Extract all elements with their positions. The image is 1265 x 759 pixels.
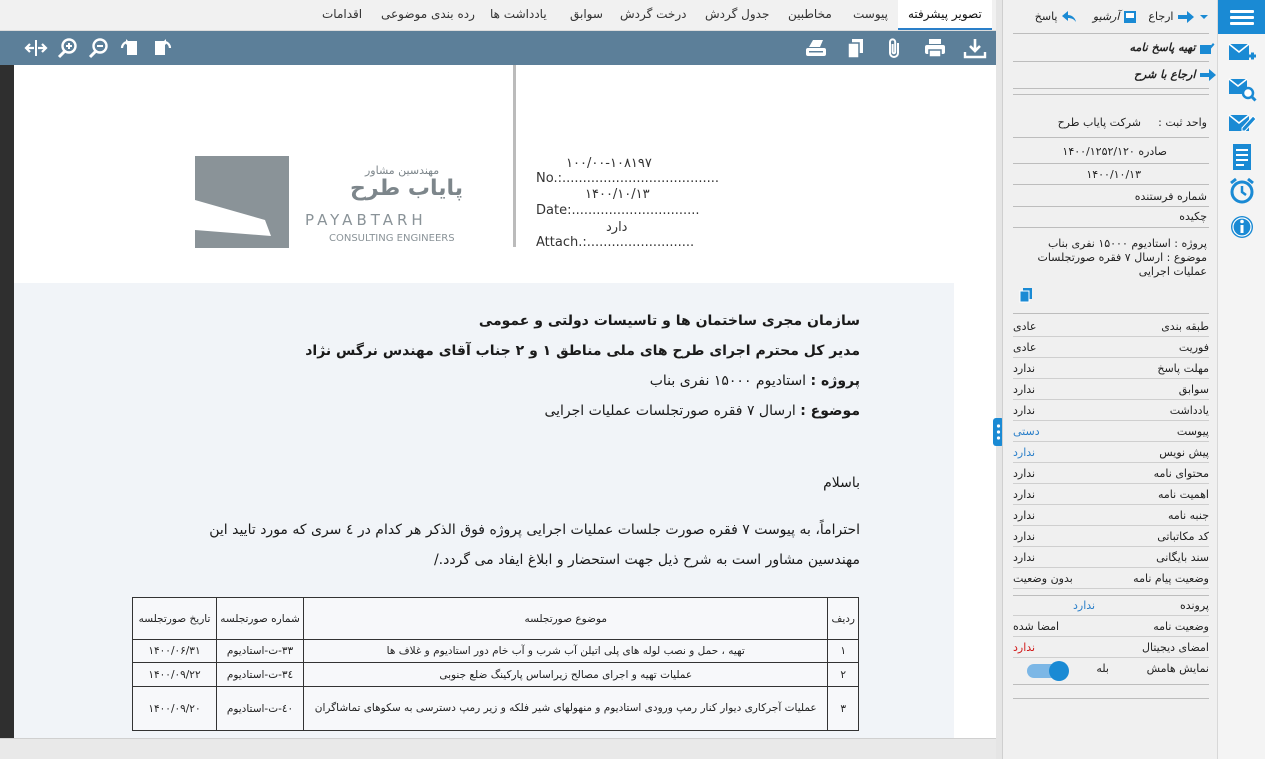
letter-number-label: No.:...................................... (536, 171, 719, 186)
prop-value: ندارد (1013, 530, 1036, 543)
refer-arrow-icon (1177, 10, 1195, 24)
table-row (133, 687, 859, 731)
prop-row (1013, 485, 1209, 505)
prop-row (1013, 422, 1209, 442)
prop-label: اهمیت نامه (1157, 488, 1209, 501)
table-cell: ۱ (828, 640, 859, 663)
prop-row (1013, 548, 1209, 568)
prop-row (1013, 506, 1209, 526)
issued-number: صادره ۱۴۰۰/۱۲۵۲/۱۲۰ (1062, 145, 1167, 158)
prop-value: امضا شده (1013, 620, 1060, 633)
copy-pages-icon[interactable] (843, 37, 867, 59)
table-cell: تهیه ، حمل و نصب لوله های پلی اتیلن آب شرب و آب خام دور استادیوم و غلاف ها (304, 640, 828, 663)
reply-arrow-icon (1061, 10, 1077, 24)
prop-label: کد مکاتباتی (1157, 530, 1209, 543)
logo-text-big: پایاب طرح (350, 176, 464, 201)
prop-row (1013, 527, 1209, 547)
tab-actions[interactable]: اقدامات (322, 7, 363, 21)
viewer-toolbar (0, 31, 996, 65)
prop-value: ندارد (1013, 404, 1036, 417)
issued-date: ۱۴۰۰/۱۰/۱۳ (1086, 168, 1141, 181)
prop-value[interactable]: ندارد (1073, 599, 1096, 612)
letter-info-panel (1002, 0, 1217, 759)
subject-label: موضوع : (800, 403, 860, 419)
rotate-right-icon[interactable] (150, 37, 174, 59)
table-row (133, 640, 859, 663)
tab-flow-tree[interactable]: درخت گردش (620, 7, 687, 21)
summary-label: چکیده (1179, 210, 1207, 223)
prop-value: ندارد (1013, 467, 1036, 480)
letter-attach: دارد (606, 220, 628, 235)
prop-label: فوریت (1178, 341, 1209, 354)
recipient-person: مدیر کل محترم اجرای طرح های ملی مناطق ۱ و ۲ جناب آقای مهندس نرگس نژاد (305, 343, 860, 359)
body-paragraph-1: احتراماً، به پیوست ۷ فقره صورت جلسات عملیات اجرایی پروژه فوق الذکر هر کدام در ٤ سری که مورد تایید این (209, 522, 860, 538)
prop-row (1013, 569, 1209, 589)
letter-date: ۱۴۰۰/۱۰/۱۳ (585, 187, 650, 202)
prop-label: وضعیت نامه (1153, 620, 1209, 633)
table-cell: ۳ (828, 687, 859, 731)
company-logo (195, 156, 495, 248)
summary-line-1: پروژه : استادیوم ۱۵۰۰۰ نفری بناب (1047, 237, 1207, 250)
greeting: باسلام (823, 475, 860, 491)
logo-text-en-sub: CONSULTING ENGINEERS (329, 233, 455, 244)
table-header-cell: تاریخ صورتجلسه (133, 598, 217, 640)
table-header-cell: موضوع صورتجلسه (304, 598, 828, 640)
prop-label: طبقه بندی (1161, 320, 1209, 333)
prop-label: پیوست (1176, 425, 1209, 438)
table-cell: عملیات تهیه و اجرای مصالح زیراساس پارکینگ ضلع جنوبی (304, 663, 828, 687)
minutes-table (132, 597, 859, 731)
table-cell: ٤۰-ت-استادیوم (217, 687, 304, 731)
prop-value: بله (1096, 662, 1109, 675)
prop-label: امضای دیجیتال (1142, 641, 1209, 654)
table-header-cell: ردیف (828, 598, 859, 640)
prop-label: یادداشت (1169, 404, 1209, 417)
search-letter-icon[interactable] (1226, 74, 1258, 104)
table-cell: ۱۴۰۰/۰۹/۲۲ (133, 663, 217, 687)
table-cell: ۲ (828, 663, 859, 687)
subject-line (544, 403, 860, 419)
prepare-reply-label: تهیه پاسخ نامه (1129, 41, 1196, 54)
app-icon-rail (1217, 0, 1265, 759)
table-row (133, 663, 859, 687)
table-header-cell: شماره صورتجلسه (217, 598, 304, 640)
fit-width-icon[interactable] (24, 37, 48, 59)
unit-value: شرکت پایاب طرح (1057, 116, 1141, 129)
project-value: استادیوم ۱۵۰۰۰ نفری بناب (649, 373, 807, 389)
refer-with-desc-button[interactable] (1134, 66, 1217, 84)
prop-value: ندارد (1013, 488, 1036, 501)
letter-number: ۱۰۰/۰۰-۱۰۸۱۹۷ (566, 156, 652, 171)
prop-row (1013, 380, 1209, 400)
prop-value[interactable]: دستی (1013, 425, 1040, 438)
prop-row (1013, 464, 1209, 484)
prop-label: جنبه نامه (1167, 509, 1209, 522)
alarm-clock-icon[interactable] (1226, 176, 1258, 206)
new-letter-icon[interactable] (1226, 38, 1258, 68)
prop-row-digital-sign (1013, 638, 1209, 658)
prop-value: بدون وضعیت (1013, 572, 1073, 585)
table-cell: ۱۴۰۰/۰۶/۳۱ (133, 640, 217, 663)
tab-history[interactable]: سوابق (570, 7, 603, 21)
prop-value[interactable]: ندارد (1013, 446, 1036, 459)
tab-attachment[interactable]: پیوست (853, 7, 888, 21)
table-header-row (133, 598, 859, 640)
tab-notes[interactable]: یادداشت ها (490, 7, 547, 21)
archive-icon (1123, 10, 1137, 24)
project-label: پروژه : (810, 373, 860, 389)
horizontal-scrollbar[interactable] (0, 738, 996, 759)
refer-button[interactable] (1148, 8, 1195, 26)
prop-label: پرونده (1179, 599, 1209, 612)
prop-value: ندارد (1013, 551, 1036, 564)
letter-page (14, 65, 996, 738)
paperclip-icon[interactable] (883, 37, 907, 59)
prop-value: عادی (1013, 320, 1037, 333)
table-cell: ۳٤-ت-استادیوم (217, 663, 304, 687)
project-line (650, 373, 860, 389)
recipient-org: سازمان مجری ساختمان ها و تاسیسات دولتی و عمومی (478, 313, 860, 329)
prop-value: ندارد (1013, 509, 1036, 522)
letter-attach-label: Attach.:.......................... (536, 235, 695, 250)
prop-label: سند بایگانی (1156, 551, 1209, 564)
unit-label: واحد ثبت : (1158, 116, 1207, 129)
prop-label: نمایش هامش (1146, 662, 1209, 675)
archive-label: آرشیو (1092, 10, 1120, 23)
prepare-reply-button[interactable] (1130, 39, 1215, 57)
zoom-out-icon[interactable] (87, 37, 111, 59)
print-icon[interactable] (923, 37, 947, 59)
prop-row-status (1013, 617, 1209, 637)
refer-desc-label: ارجاع با شرح (1133, 68, 1196, 81)
tab-bar (0, 0, 996, 31)
refer-label: ارجاع (1148, 10, 1174, 23)
prop-value: ندارد (1013, 362, 1036, 375)
table-cell: عملیات آجرکاری دیوار کنار رمپ ورودی استادیوم و منهولهای شیر فلکه و زیر رمپ دسترسی به سکوهای تماشاگران (304, 687, 828, 731)
chevron-down-icon[interactable] (1199, 12, 1209, 22)
document-viewer[interactable] (0, 65, 996, 738)
hamburger-menu-icon[interactable] (1218, 0, 1265, 34)
prop-value: عادی (1013, 341, 1037, 354)
reply-button[interactable] (1035, 8, 1077, 26)
prop-row (1013, 359, 1209, 379)
zoom-in-icon[interactable] (56, 37, 80, 59)
document-list-icon[interactable] (1226, 142, 1258, 172)
reply-label: پاسخ (1034, 10, 1058, 23)
compose-icon (1199, 41, 1215, 55)
download-icon[interactable] (963, 37, 987, 59)
info-icon[interactable] (1226, 212, 1258, 242)
tab-advanced-image[interactable]: تصویر پیشرفته (898, 0, 992, 30)
prop-label: پیش نویس (1159, 446, 1209, 459)
table-cell: ۳۳-ت-استادیوم (217, 640, 304, 663)
prop-row (1013, 401, 1209, 421)
prop-value: ندارد (1013, 641, 1036, 654)
tab-subject-classification[interactable]: رده بندی موضوعی (381, 7, 475, 21)
prop-row-file (1013, 596, 1209, 616)
tab-flow-table[interactable]: جدول گردش (705, 7, 770, 21)
tab-contacts[interactable]: مخاطبین (788, 7, 832, 21)
prop-label: محتوای نامه (1153, 467, 1209, 480)
archive-button[interactable] (1093, 8, 1137, 26)
logo-text-en: PAYABTARH (305, 211, 427, 229)
prop-row-show-margin (1013, 659, 1209, 685)
letter-date-label: Date:............................... (536, 203, 700, 218)
prop-row (1013, 338, 1209, 358)
summary-copy-icon[interactable] (1019, 287, 1033, 303)
prop-row (1013, 443, 1209, 463)
logo-text-small: مهندسین مشاور (365, 164, 440, 177)
summary-line-2: موضوع : ارسال ۷ فقره صورتجلسات (1037, 251, 1207, 264)
prop-label: وضعیت پیام نامه (1133, 572, 1209, 585)
prop-label: سوابق (1178, 383, 1209, 396)
rotate-left-icon[interactable] (118, 37, 142, 59)
scanner-icon[interactable] (804, 37, 828, 59)
prop-row (1013, 317, 1209, 337)
show-margin-toggle[interactable] (1027, 664, 1067, 678)
prop-value: ندارد (1013, 383, 1036, 396)
letterhead-divider (513, 65, 516, 247)
sender-number-label: شماره فرستنده (1134, 190, 1207, 203)
summary-line-3: عملیات اجرایی (1138, 265, 1207, 278)
prop-label: مهلت پاسخ (1157, 362, 1209, 375)
edit-letter-icon[interactable] (1226, 108, 1258, 138)
table-cell: ۱۴۰۰/۰۹/۲۰ (133, 687, 217, 731)
body-paragraph-2: مهندسین مشاور است به شرح ذیل جهت استحضار و ابلاغ ایفاد می گردد./ (433, 552, 860, 568)
subject-value: ارسال ۷ فقره صورتجلسات عملیات اجرایی (544, 403, 796, 419)
refer-desc-icon (1199, 68, 1217, 82)
